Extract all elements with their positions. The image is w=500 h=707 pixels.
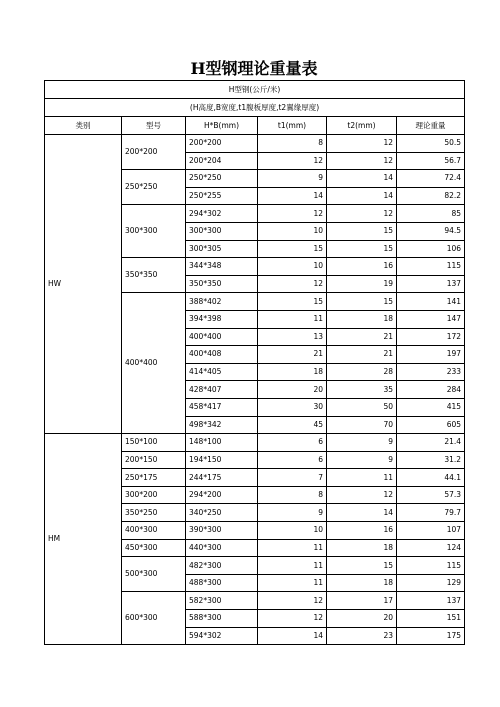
weight-cell: 31.2	[397, 451, 465, 469]
weight-cell: 137	[397, 275, 465, 293]
hb-cell: 244*175	[186, 469, 258, 487]
t1-cell: 20	[258, 381, 327, 399]
category-cell: HM	[45, 434, 122, 645]
t2-cell: 12	[327, 135, 397, 153]
table-row	[45, 434, 465, 452]
header-model: 型号	[122, 117, 186, 135]
hb-cell: 498*342	[186, 416, 258, 434]
weight-cell: 151	[397, 610, 465, 628]
t2-cell: 16	[327, 258, 397, 276]
t2-cell: 21	[327, 328, 397, 346]
t2-cell: 28	[327, 363, 397, 381]
model-cell: 150*100	[122, 434, 186, 452]
t2-cell: 21	[327, 346, 397, 364]
t1-cell: 11	[258, 310, 327, 328]
t2-cell: 23	[327, 627, 397, 645]
weight-cell: 107	[397, 522, 465, 540]
model-cell: 250*175	[122, 469, 186, 487]
t1-cell: 10	[258, 522, 327, 540]
t2-cell: 15	[327, 557, 397, 575]
hb-cell: 390*300	[186, 522, 258, 540]
model-cell: 400*300	[122, 522, 186, 540]
t2-cell: 50	[327, 398, 397, 416]
hb-cell: 394*398	[186, 310, 258, 328]
t1-cell: 30	[258, 398, 327, 416]
model-cell: 200*150	[122, 451, 186, 469]
hb-cell: 414*405	[186, 363, 258, 381]
t2-cell: 19	[327, 275, 397, 293]
weight-cell: 197	[397, 346, 465, 364]
weight-cell: 79.7	[397, 504, 465, 522]
t2-cell: 15	[327, 293, 397, 311]
header-t2: t2(mm)	[327, 117, 397, 135]
header-row	[45, 117, 465, 135]
t2-cell: 14	[327, 504, 397, 522]
hb-cell: 350*350	[186, 275, 258, 293]
t2-cell: 16	[327, 522, 397, 540]
t2-cell: 18	[327, 539, 397, 557]
weight-cell: 115	[397, 557, 465, 575]
header-category: 类别	[45, 117, 122, 135]
weight-cell: 57.3	[397, 486, 465, 504]
hb-cell: 300*300	[186, 222, 258, 240]
t2-cell: 12	[327, 152, 397, 170]
weight-cell: 21.4	[397, 434, 465, 452]
header-t1: t1(mm)	[258, 117, 327, 135]
t2-cell: 11	[327, 469, 397, 487]
hb-cell: 482*300	[186, 557, 258, 575]
hb-cell: 340*250	[186, 504, 258, 522]
category-cell: HW	[45, 135, 122, 434]
hb-cell: 488*300	[186, 574, 258, 592]
t2-cell: 70	[327, 416, 397, 434]
t1-cell: 12	[258, 205, 327, 223]
t1-cell: 14	[258, 187, 327, 205]
t1-cell: 8	[258, 135, 327, 153]
table-row	[45, 135, 465, 153]
weight-cell: 115	[397, 258, 465, 276]
t1-cell: 12	[258, 592, 327, 610]
model-cell: 400*400	[122, 293, 186, 434]
weight-cell: 605	[397, 416, 465, 434]
weight-cell: 129	[397, 574, 465, 592]
hb-cell: 440*300	[186, 539, 258, 557]
model-cell: 450*300	[122, 539, 186, 557]
hb-cell: 344*348	[186, 258, 258, 276]
hb-cell: 294*302	[186, 205, 258, 223]
page-title: H型钢理论重量表	[190, 59, 318, 78]
t1-cell: 10	[258, 222, 327, 240]
t1-cell: 6	[258, 451, 327, 469]
header-weight: 理论重量	[397, 117, 465, 135]
hb-cell: 400*408	[186, 346, 258, 364]
weight-cell: 172	[397, 328, 465, 346]
t1-cell: 11	[258, 574, 327, 592]
hb-cell: 294*200	[186, 486, 258, 504]
weight-cell: 72.4	[397, 170, 465, 188]
t1-cell: 9	[258, 504, 327, 522]
weight-cell: 175	[397, 627, 465, 645]
t1-cell: 13	[258, 328, 327, 346]
t1-cell: 15	[258, 240, 327, 258]
t2-cell: 9	[327, 434, 397, 452]
weight-cell: 82.2	[397, 187, 465, 205]
model-cell: 300*200	[122, 486, 186, 504]
hb-cell: 200*200	[186, 135, 258, 153]
weight-cell: 94.5	[397, 222, 465, 240]
t1-cell: 45	[258, 416, 327, 434]
hb-cell: 582*300	[186, 592, 258, 610]
header-hb: H*B(mm)	[186, 117, 258, 135]
t1-cell: 10	[258, 258, 327, 276]
t1-cell: 12	[258, 610, 327, 628]
table-subtitle: H型钢(公斤/米)	[45, 81, 465, 99]
model-cell: 350*350	[122, 258, 186, 293]
t1-cell: 21	[258, 346, 327, 364]
weight-cell: 137	[397, 592, 465, 610]
model-cell: 200*200	[122, 135, 186, 170]
t1-cell: 18	[258, 363, 327, 381]
weight-cell: 284	[397, 381, 465, 399]
hb-cell: 458*417	[186, 398, 258, 416]
t2-cell: 17	[327, 592, 397, 610]
t1-cell: 7	[258, 469, 327, 487]
t2-cell: 14	[327, 170, 397, 188]
hb-cell: 200*204	[186, 152, 258, 170]
hb-cell: 300*305	[186, 240, 258, 258]
hb-cell: 588*300	[186, 610, 258, 628]
t2-cell: 15	[327, 222, 397, 240]
hb-cell: 250*250	[186, 170, 258, 188]
t1-cell: 9	[258, 170, 327, 188]
model-cell: 350*250	[122, 504, 186, 522]
t2-cell: 35	[327, 381, 397, 399]
table-note: (H高度,B宽度,t1腹板厚度,t2翼缘厚度)	[45, 99, 465, 117]
model-cell: 300*300	[122, 205, 186, 258]
weight-cell: 147	[397, 310, 465, 328]
model-cell: 600*300	[122, 592, 186, 645]
t2-cell: 12	[327, 205, 397, 223]
hb-cell: 388*402	[186, 293, 258, 311]
weight-cell: 233	[397, 363, 465, 381]
t1-cell: 11	[258, 539, 327, 557]
weight-cell: 141	[397, 293, 465, 311]
weight-cell: 44.1	[397, 469, 465, 487]
t2-cell: 12	[327, 486, 397, 504]
hb-cell: 148*100	[186, 434, 258, 452]
t2-cell: 14	[327, 187, 397, 205]
weight-cell: 106	[397, 240, 465, 258]
hb-cell: 250*255	[186, 187, 258, 205]
t1-cell: 11	[258, 557, 327, 575]
t1-cell: 14	[258, 627, 327, 645]
model-cell: 500*300	[122, 557, 186, 592]
weight-cell: 50.5	[397, 135, 465, 153]
t2-cell: 18	[327, 310, 397, 328]
weight-cell: 415	[397, 398, 465, 416]
t1-cell: 6	[258, 434, 327, 452]
hb-cell: 428*407	[186, 381, 258, 399]
model-cell: 250*250	[122, 170, 186, 205]
hb-cell: 594*302	[186, 627, 258, 645]
hb-cell: 194*150	[186, 451, 258, 469]
t1-cell: 12	[258, 275, 327, 293]
weight-table	[44, 80, 465, 645]
t2-cell: 9	[327, 451, 397, 469]
t1-cell: 15	[258, 293, 327, 311]
weight-cell: 56.7	[397, 152, 465, 170]
weight-cell: 85	[397, 205, 465, 223]
hb-cell: 400*400	[186, 328, 258, 346]
t1-cell: 8	[258, 486, 327, 504]
weight-cell: 124	[397, 539, 465, 557]
t2-cell: 18	[327, 574, 397, 592]
t2-cell: 20	[327, 610, 397, 628]
t1-cell: 12	[258, 152, 327, 170]
t2-cell: 15	[327, 240, 397, 258]
